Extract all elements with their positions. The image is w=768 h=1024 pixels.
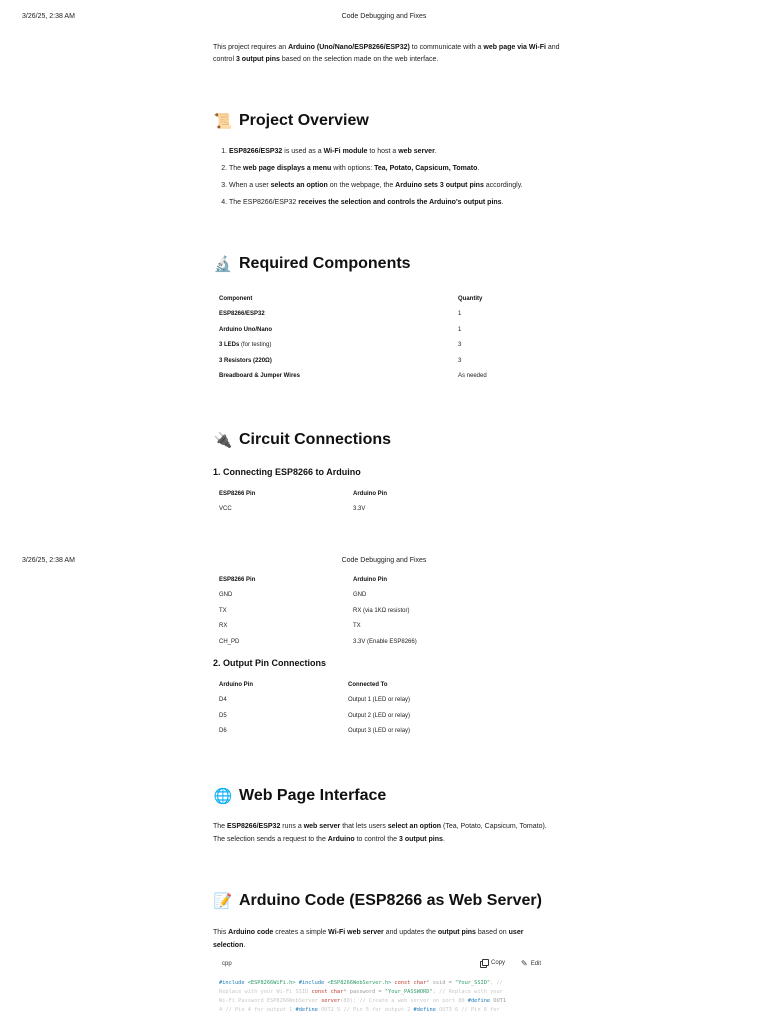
table-row: RX TX xyxy=(219,623,361,630)
circuit-connections-section xyxy=(213,431,563,449)
table-header-row: ESP8266 Pin Arduino Pin xyxy=(219,576,387,583)
edit-button[interactable]: ✎ Edit xyxy=(521,959,542,968)
code-block xyxy=(219,979,549,1015)
microscope-icon: 🔬 xyxy=(213,256,233,273)
arduino-code-section xyxy=(213,892,573,910)
document-title: Code Debugging and Fixes xyxy=(341,13,427,20)
code-language-label: cpp xyxy=(222,961,232,967)
table-row: D4 Output 1 (LED or relay) xyxy=(219,697,411,704)
table-row: GND GND xyxy=(219,592,367,599)
list-item: 1. ESP8266/ESP32 is used as a Wi-Fi module to host a web server. xyxy=(229,148,563,156)
print-datetime: 3/26/25, 2:38 AM xyxy=(22,557,75,564)
section-heading: 🌐 Web Page Interface xyxy=(213,787,387,805)
subsection-heading: 1. Connecting ESP8266 to Arduino xyxy=(213,467,361,477)
list-item: 4. The ESP8266/ESP32 receives the selection and controls the Arduino's output pins. xyxy=(229,199,563,207)
table-row: D6 Output 3 (LED or relay) xyxy=(219,728,411,735)
code-line: Wi-Fi Password ESP8266WebServer server(80); // Create a web server on port 80 #define OUT1 xyxy=(219,998,507,1004)
table-header-row: ESP8266 Pin Arduino Pin xyxy=(219,490,387,497)
web-page-interface-section xyxy=(213,787,563,805)
components-table xyxy=(219,291,569,384)
table-row: CH_PD 3.3V (Enable ESP8266) xyxy=(219,638,417,645)
section-heading: 📜 Project Overview xyxy=(213,112,369,130)
table-row: VCC 3.3V xyxy=(219,506,366,512)
scroll-icon: 📜 xyxy=(213,113,233,130)
list-item: 2. The web page displays a menu with options: Tea, Potato, Capsicum, Tomato. xyxy=(229,165,563,173)
table-header-row: Arduino Pin Connected To xyxy=(219,681,388,688)
table-row: Breadboard & Jumper Wires As needed xyxy=(219,373,487,380)
code-description: This Arduino code creates a simple Wi-Fi web server and updates the output pins based on user selection. xyxy=(213,929,524,949)
code-line: Replace with your Wi-Fi SSID const char* password = "Your_PASSWORD"; // Replace with your xyxy=(219,989,503,995)
table-row: 3 Resistors (220Ω) 3 xyxy=(219,357,462,364)
intro-paragraph: This project requires an Arduino (Uno/Nano/ESP8266/ESP32) to communicate with a web page via Wi-Fi and control 3 output pins based on the selection made on the web interface. xyxy=(213,44,560,63)
section-heading: 📝 Arduino Code (ESP8266 as Web Server) xyxy=(213,892,542,910)
web-interface-paragraph: The ESP8266/ESP32 runs a web server that lets users select an option (Tea, Potato, Capsicum, Tomato). The selection sends a request to the Arduino to control the 3 output pins. xyxy=(213,823,547,843)
overview-list xyxy=(213,148,563,216)
code-line: 4 // Pin 4 for output 1 #define OUT2 5 // Pin 5 for output 2 #define OUT3 6 // Pin 6 for xyxy=(219,1007,500,1013)
table-row: Arduino Uno/Nano 1 xyxy=(219,326,462,333)
globe-icon: 🌐 xyxy=(213,788,233,805)
esp-connection-table xyxy=(219,486,569,512)
page-header xyxy=(22,557,746,567)
copy-button[interactable]: Copy xyxy=(480,959,505,967)
esp-connection-table-continued xyxy=(219,572,569,650)
memo-icon: 📝 xyxy=(213,893,233,910)
section-heading: 🔌 Circuit Connections xyxy=(213,431,392,449)
plug-icon: 🔌 xyxy=(213,432,233,449)
code-line: #include <ESP8266WiFi.h> #include <ESP8266WebServer.h> const char* ssid = "Your_SSID"; // xyxy=(219,980,503,986)
page-header xyxy=(22,13,746,23)
print-datetime: 3/26/25, 2:38 AM xyxy=(22,13,75,20)
table-row: TX RX (via 1KΩ resistor) xyxy=(219,607,410,614)
project-overview-section xyxy=(213,112,563,130)
subsection-heading: 2. Output Pin Connections xyxy=(213,658,326,668)
section-heading: 🔬 Required Components xyxy=(213,255,411,273)
table-header-row: Component Quantity xyxy=(219,295,483,302)
document-title: Code Debugging and Fixes xyxy=(341,557,427,564)
table-row: 3 LEDs (for testing) 3 xyxy=(219,342,462,349)
edit-icon: ✎ xyxy=(521,959,528,968)
copy-icon xyxy=(480,959,488,967)
table-row: D5 Output 2 (LED or relay) xyxy=(219,712,411,719)
output-pin-table xyxy=(219,677,569,739)
table-row: ESP8266/ESP32 1 xyxy=(219,311,462,318)
pdf-page-2 xyxy=(0,512,768,1024)
list-item: 3. When a user selects an option on the webpage, the Arduino sets 3 output pins accordingly. xyxy=(229,182,563,190)
required-components-section xyxy=(213,255,563,273)
